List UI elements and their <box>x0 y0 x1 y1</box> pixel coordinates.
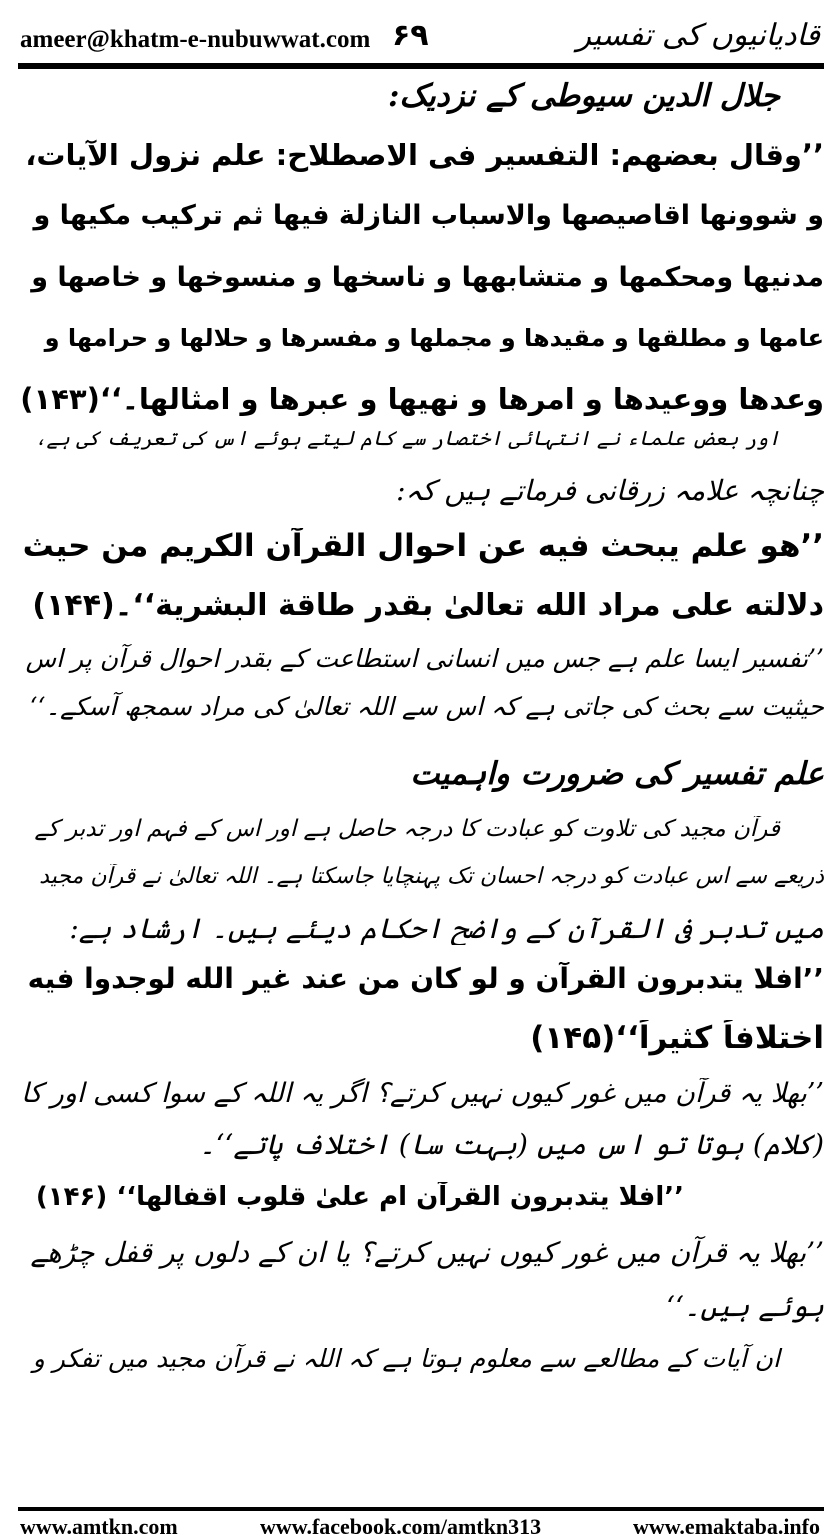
text-line: ہوئے ہیں۔‘‘ <box>666 1290 824 1323</box>
footer-divider <box>18 1507 824 1511</box>
header-email: ameer@khatm-e-nubuwwat.com <box>20 26 371 53</box>
text-line: وعدها ووعيدها و امرها و نهيها و عبرها و امثالها۔‘‘(۱۴۳) <box>20 382 824 416</box>
text-line: ’’بھلا یہ قرآن میں غور کیوں نہیں کرتے؟ یا ان کے دلوں پر قفل چڑھے <box>30 1236 824 1269</box>
text-line: قرآن مجید کی تلاوت کو عبادت کا درجہ حاصل ہے اور اس کے فہم اور تدبر کے <box>34 816 780 842</box>
text-line: جلال الدین سیوطی کے نزدیک: <box>387 78 780 114</box>
text-line: ان آیات کے مطالعے سے معلوم ہوتا ہے کہ اللہ نے قرآن مجید میں تفکر و <box>32 1344 780 1373</box>
section-heading: علم تفسیر کی ضرورت واہمیت <box>410 756 824 792</box>
text-line: میں تدبر فی القرآن کے واضح احکام دیئے ہیں۔ ارشاد ہے: <box>69 912 824 945</box>
text-line: حیثیت سے بحث کی جاتی ہے کہ اس سے اللہ تعالیٰ کی مراد سمجھ آسکے۔‘‘ <box>29 692 824 721</box>
text-line: و شوونها اقاصيصها والاسباب النازلة فيها ثم ترکيب مکيها و <box>33 200 824 231</box>
text-line: ’’تفسیر ایسا علم ہے جس میں انسانی استطاعت کے بقدر احوال قرآن پر اس <box>25 644 824 673</box>
text-line: ’’وقال بعضهم: التفسير فی الاصطلاح: علم نزول الآيات، <box>25 138 824 172</box>
book-title: قادیانیوں کی تفسیر <box>576 18 820 53</box>
page-header <box>0 0 840 70</box>
text-line: دلالته علی مراد الله تعالیٰ بقدر طاقة البشرية‘‘۔(۱۴۴) <box>32 588 824 623</box>
text-line: ’’افلا يتدبرون القرآن ام علیٰ قلوب اقفالها‘‘ (۱۴۶) <box>35 1182 684 1212</box>
text-line: ’’افلا يتدبرون القرآن و لو کان من عند غير الله لوجدوا فيه <box>27 962 824 995</box>
footer-link-amtkn[interactable]: www.amtkn.com <box>20 1514 178 1539</box>
text-line: اختلافاً کثيراً‘‘(۱۴۵) <box>530 1020 824 1056</box>
text-line: اور بعض علماء نے انتہائی اختصار سے کام لیتے ہوئے اس کی تعریف کی ہے، <box>34 426 780 450</box>
page-footer <box>0 1512 840 1540</box>
text-line: (کلام) ہوتا تو اس میں (بہت سا) اختلاف پاتے‘‘۔ <box>199 1128 824 1161</box>
footer-link-emaktaba[interactable]: www.emaktaba.info <box>632 1514 820 1539</box>
footer-link-facebook[interactable]: www.facebook.com/amtkn313 <box>260 1514 542 1539</box>
text-line: عامها و مطلقها و مقيدها و مجملها و مفسرها و حلالها و حرامها و <box>44 324 824 352</box>
text-line: چنانچہ علامہ زرقانی فرماتے ہیں کہ: <box>396 474 824 507</box>
page-body <box>18 78 824 1502</box>
text-line: ’’هو علم يبحث فيه عن احوال القرآن الکريم من حيث <box>22 528 824 564</box>
page-number: ۶۹ <box>392 18 429 53</box>
text-line: ’’بھلا یہ قرآن میں غور کیوں نہیں کرتے؟ اگر یہ اللہ کے سوا کسی اور کا <box>21 1078 824 1109</box>
header-divider <box>18 63 824 69</box>
text-line: مدنيها ومحکمها و متشابهها و ناسخها و منسوخها و خاصها و <box>31 262 824 293</box>
text-line: ذریعے سے اس عبادت کو درجہ احسان تک پہنچایا جاسکتا ہے۔ اللہ تعالیٰ نے قرآن مجید <box>39 864 824 889</box>
